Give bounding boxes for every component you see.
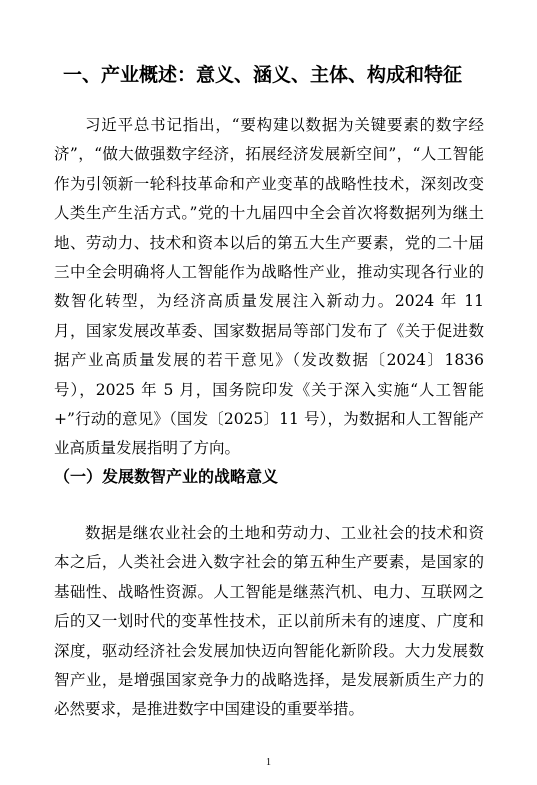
page-number: 1 xyxy=(266,757,271,768)
subsection-heading: （一）发展数智产业的战略意义 xyxy=(54,467,279,486)
body-paragraph-1: 习近平总书记指出，“要构建以数据为关键要素的数字经济”，“做大做强数字经济，拓展经济发展新空间”，“人工智能作为引领新一轮科技革命和产业变革的战略性技术，深刻改变人类生产生活方式。”党的十九届四中全会首次将数据列为继土地、劳动力、技术和资本以后的第五大生产要素，党的二十届三中全会明确将人工智能作为战略性产业，推动实现各行业的数智化转型，为经济高质量发展注入新动力。2024 年 11 月，国家发展改革委、国家数据局等部门发布了《关于促进数据产业高质量发展的若干意见》（发改数据〔2024〕1836 号），2025 年 5 月，国务院印发《关于深入实施“人工智能+”行动的意见》（国发〔2025〕11 号），为数据和人工智能产业高质量发展指明了方向。 xyxy=(54,116,484,458)
body-paragraph-2: 数据是继农业社会的土地和劳动力、工业社会的技术和资本之后，人类社会进入数字社会的第五种生产要素，是国家的基础性、战略性资源。人工智能是继蒸汽机、电力、互联网之后的又一划时代的变革性技术，正以前所未有的速度、广度和深度，驱动经济社会发展加快迈向智能化新阶段。大力发展数智产业，是增强国家竞争力的战略选择，是发展新质生产力的必然要求，是推进数字中国建设的重要举措。 xyxy=(54,524,484,719)
section-heading: 一、产业概述：意义、涵义、主体、构成和特征 xyxy=(63,64,463,86)
